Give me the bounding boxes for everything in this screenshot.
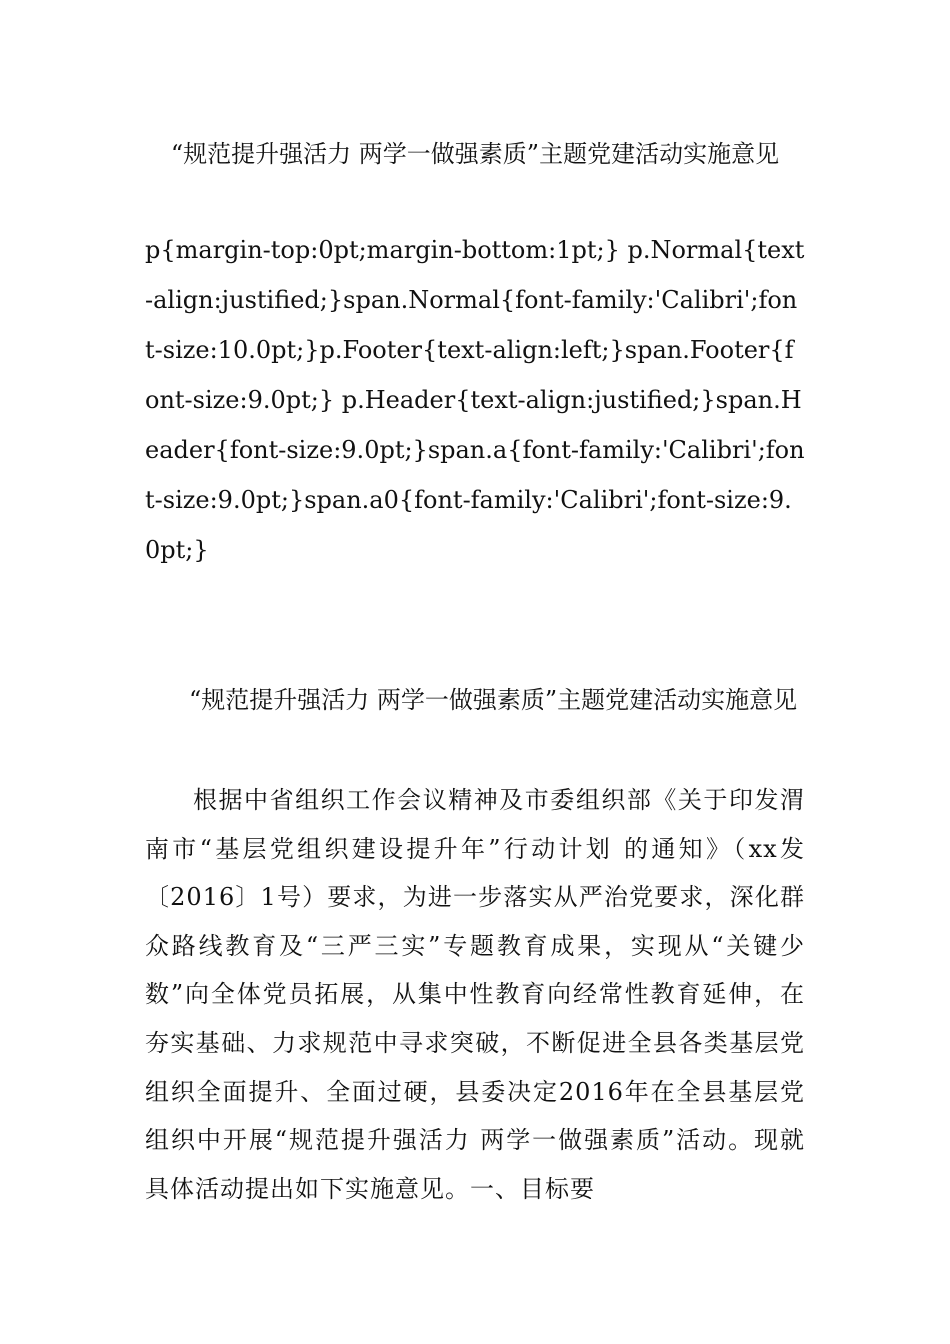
body-heading: “规范提升强活力 两学一做强素质”主题党建活动实施意见 xyxy=(189,686,798,714)
stray-css-text: p{margin-top:0pt;margin-bottom:1pt;} p.Normal{text-align:justified;}span.Normal{font-family:'Calibri';font-size:10.0pt;}p.Footer{text-align:left;}span.Footer{font-size:9.0pt;} p.Header{text-align:justified;}span.Header{font-size:9.0pt;}span.a{font-family:'Calibri';font-size:9.0pt;}span.a0{font-family:'Calibri';font-size:9.0pt;} xyxy=(145,236,805,564)
document-title: “规范提升强活力 两学一做强素质”主题党建活动实施意见 xyxy=(170,140,780,168)
body-paragraph: 根据中省组织工作会议精神及市委组织部《关于印发渭南市“基层党组织建设提升年”行动计划 的通知》（xx发〔2016〕1号）要求，为进一步落实从严治党要求，深化群众路线教育及“三严三实”专题教育成果，实现从“关键少数”向全体党员拓展，从集中性教育向经常性教育延伸，在夯实基础、力求规范中寻求突破，不断促进全县各类基层党组织全面提升、全面过硬，县委决定2016年在全县基层党组织中开展“规范提升强活力 两学一做强素质”活动。现就具体活动提出如下实施意见。一、目标要 xyxy=(145,786,805,1203)
